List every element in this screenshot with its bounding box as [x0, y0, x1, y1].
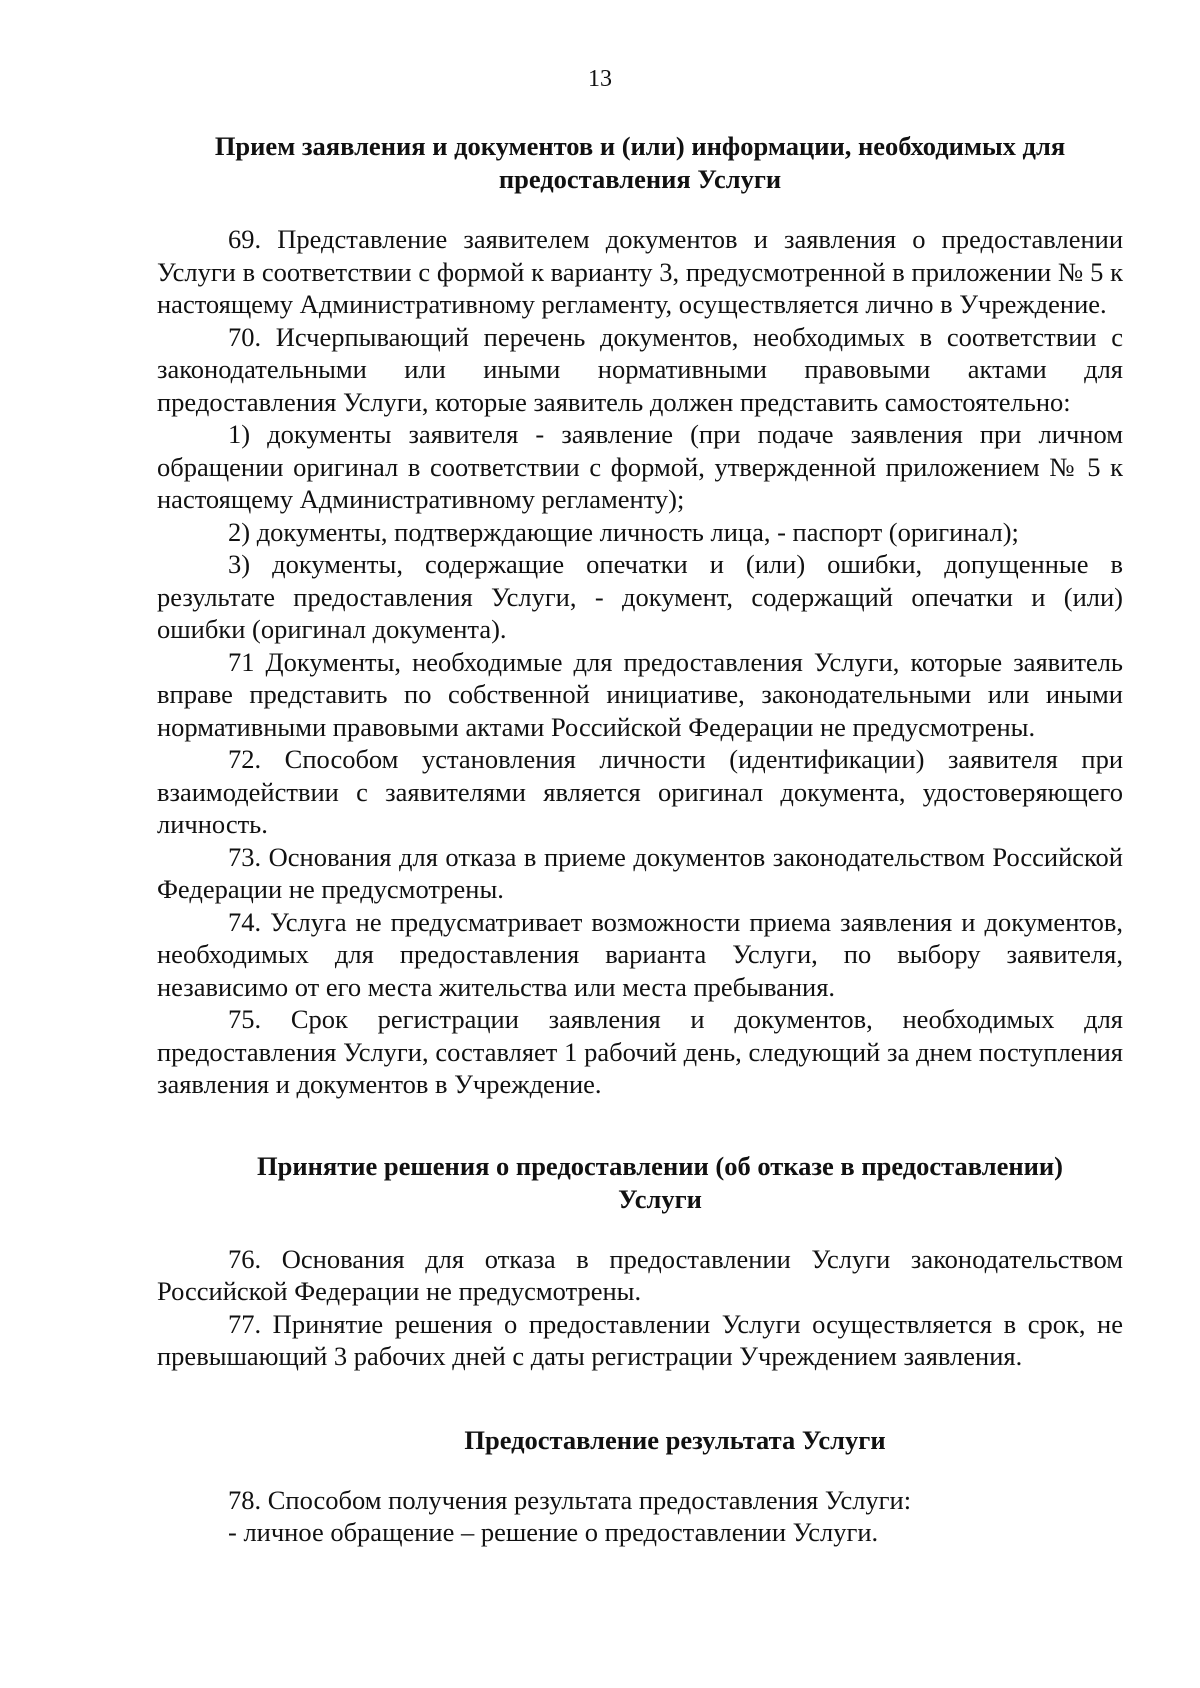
section-heading-result: Предоставление результата Услуги — [464, 1424, 886, 1455]
paragraph-72: 72. Способом установления личности (идентификации) заявителя при взаимодействии с заявителями является оригинал документа, удостоверяющего личность. — [157, 744, 1123, 839]
paragraph-69: 69. Представление заявителем документов и заявления о предоставлении Услуги в соответствии с формой к варианту 3, предусмотренной в приложении № 5 к настоящему Административному регламенту, осуществляется лично в Учреждение. — [157, 224, 1123, 319]
paragraph-71: 71 Документы, необходимые для предоставления Услуги, которые заявитель вправе представить по собственной инициативе, законодательными или иными нормативными правовыми актами Российской Федерации не предусмотрены. — [157, 646, 1123, 742]
list-item-2: 2) документы, подтверждающие личность лица, - паспорт (оригинал); — [228, 516, 1019, 547]
list-item-1: 1) документы заявителя - заявление (при подаче заявления при личном обращении оригинал в соответствии с формой, утвержденной приложением № 5 к настоящему Административному регламенту); — [157, 419, 1123, 514]
list-item-3: 3) документы, содержащие опечатки и (или) ошибки, допущенные в результате предоставления Услуги, - документ, содержащий опечатки и (или) ошибки (оригинал документа). — [157, 549, 1123, 644]
section-heading-reception: Прием заявления и документов и (или) информации, необходимых для предоставления Услуги — [214, 131, 1066, 194]
paragraph-76: 76. Основания для отказа в предоставлении Услуги законодательством Российской Федерации не предусмотрены. — [157, 1243, 1123, 1306]
paragraph-77: 77. Принятие решения о предоставлении Услуги осуществляется в срок, не превышающий 3 рабочих дней с даты регистрации Учреждением заявления. — [157, 1308, 1123, 1371]
page-number: 13 — [588, 66, 612, 92]
section-heading-decision: Принятие решения о предоставлении (об отказе в предоставлении) Услуги — [257, 1150, 1063, 1214]
paragraph-75: 75. Срок регистрации заявления и документов, необходимых для предоставления Услуги, составляет 1 рабочий день, следующий за днем поступления заявления и документов в Учреждение. — [157, 1004, 1123, 1099]
list-item-personal-visit: - личное обращение – решение о предоставлении Услуги. — [228, 1517, 879, 1547]
paragraph-73: 73. Основания для отказа в приеме документов законодательством Российской Федерации не предусмотрены. — [157, 841, 1123, 904]
paragraph-70: 70. Исчерпывающий перечень документов, необходимых в соответствии с законодательными или иными нормативными правовыми актами для предоставления Услуги, которые заявитель должен представить самостоятельно: — [157, 321, 1123, 417]
document-body — [157, 130, 1123, 1549]
paragraph-74: 74. Услуга не предусматривает возможности приема заявления и документов, необходимых для предоставления варианта Услуги, по выбору заявителя, независимо от его места жительства или места пребывания. — [157, 906, 1123, 1002]
paragraph-78: 78. Способом получения результата предоставления Услуги: — [228, 1484, 912, 1515]
